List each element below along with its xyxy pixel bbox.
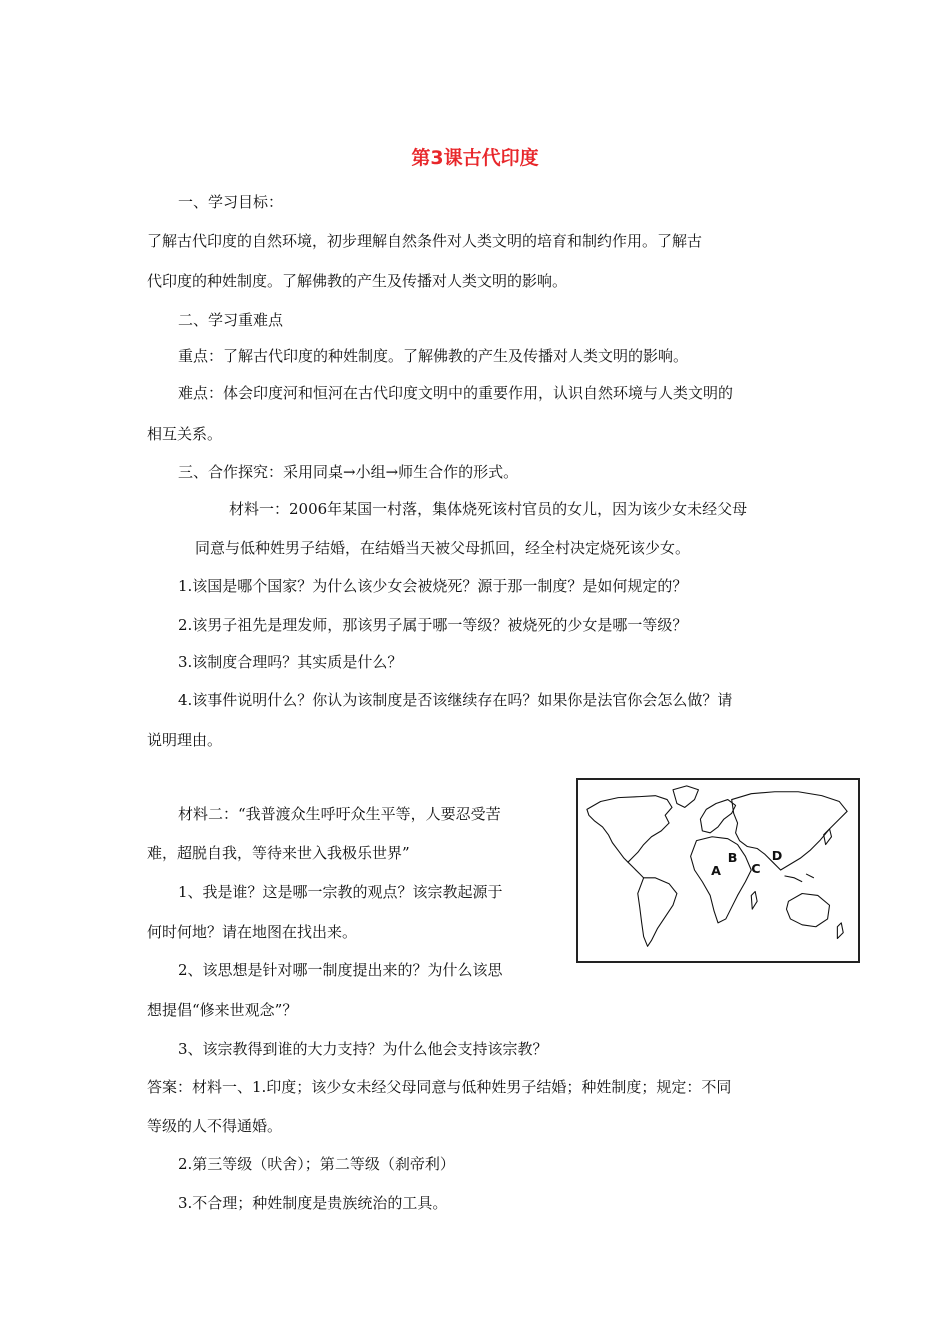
question-2: 2.该男子祖先是理发师，那该男子属于哪一等级？被烧死的少女是哪一等级？ [178, 616, 688, 634]
question-1: 1.该国是哪个国家？为什么该少女会被烧死？源于那一制度？是如何规定的？ [178, 577, 688, 595]
key-point-text: 重点：了解古代印度的种姓制度。了解佛教的产生及传播对人类文明的影响。 [178, 347, 689, 365]
map-label-a: A [711, 862, 721, 878]
central-america-outline [628, 862, 644, 878]
material2-line2: 难，超脱自我，等待来世入我极乐世界” [147, 844, 410, 862]
goals-text-line2: 代印度的种姓制度。了解佛教的产生及传播对人类文明的影响。 [147, 272, 568, 290]
answer-line4: 3.不合理；种姓制度是贵族统治的工具。 [178, 1194, 448, 1212]
material2-q1-line1: 1、我是谁？这是哪一宗教的观点？该宗教起源于 [178, 883, 503, 901]
map-label-d: D [771, 848, 783, 864]
material2-q1-line2: 何时何地？请在地图在找出来。 [147, 923, 358, 941]
difficulty-text-line1: 难点：体会印度河和恒河在古代印度文明中的重要作用，认识自然环境与人类文明的 [178, 384, 734, 402]
southeast-asia-islands [785, 874, 814, 882]
difficulty-text-line2: 相互关系。 [147, 425, 223, 443]
question-4-line1: 4.该事件说明什么？你认为该制度是否该继续存在吗？如果你是法官你会怎么做？请 [178, 691, 733, 709]
world-map [576, 778, 860, 963]
map-label-b: B [727, 850, 738, 866]
europe-outline [700, 800, 735, 833]
answer-line1: 答案：材料一、1.印度；该少女未经父母同意与低种姓男子结婚；种姓制度；规定：不同 [147, 1078, 732, 1096]
material2-line1: 材料二：“我普渡众生呼吁众生平等，人要忍受苦 [178, 805, 501, 823]
new-zealand-outline [837, 923, 843, 939]
material1-line2: 同意与低种姓男子结婚，在结婚当天被父母抓回，经全村决定烧死该少女。 [195, 539, 691, 557]
south-america-outline [638, 878, 677, 946]
goals-text-line1: 了解古代印度的自然环境，初步理解自然条件对人类文明的培育和制约作用。了解古 [147, 232, 703, 250]
australia-outline [786, 893, 829, 926]
material1-line1: 材料一：2006年某国一村落，集体烧死该村官员的女儿，因为该少女未经父母 [229, 500, 748, 518]
north-america-outline [587, 796, 672, 863]
question-3: 3.该制度合理吗？其实质是什么？ [178, 653, 403, 671]
japan-outline [824, 829, 832, 845]
map-label-c: C [751, 860, 761, 876]
material2-q3: 3、该宗教得到谁的大力支持？为什么他会支持该宗教？ [178, 1040, 548, 1058]
greenland-outline [673, 786, 698, 808]
answer-line2: 等级的人不得通婚。 [147, 1117, 283, 1135]
material2-q2-line2: 想提倡“修来世观念”？ [147, 1001, 298, 1019]
africa-outline [691, 837, 752, 923]
section-heading-goals: 一、学习目标： [178, 193, 284, 211]
answer-line3: 2.第三等级（吠舍）；第二等级（刹帝利） [178, 1155, 455, 1173]
section-heading-keypoints: 二、学习重难点 [178, 311, 284, 329]
world-map-drawing [578, 780, 858, 961]
material2-q2-line1: 2、该思想是针对哪一制度提出来的？为什么该思 [178, 961, 503, 979]
page-title: 第3课古代印度 [411, 147, 539, 169]
section-heading-explore: 三、合作探究：采用同桌→小组→师生合作的形式。 [178, 463, 519, 481]
madagascar-outline [751, 892, 757, 910]
question-4-line2: 说明理由。 [147, 731, 223, 749]
